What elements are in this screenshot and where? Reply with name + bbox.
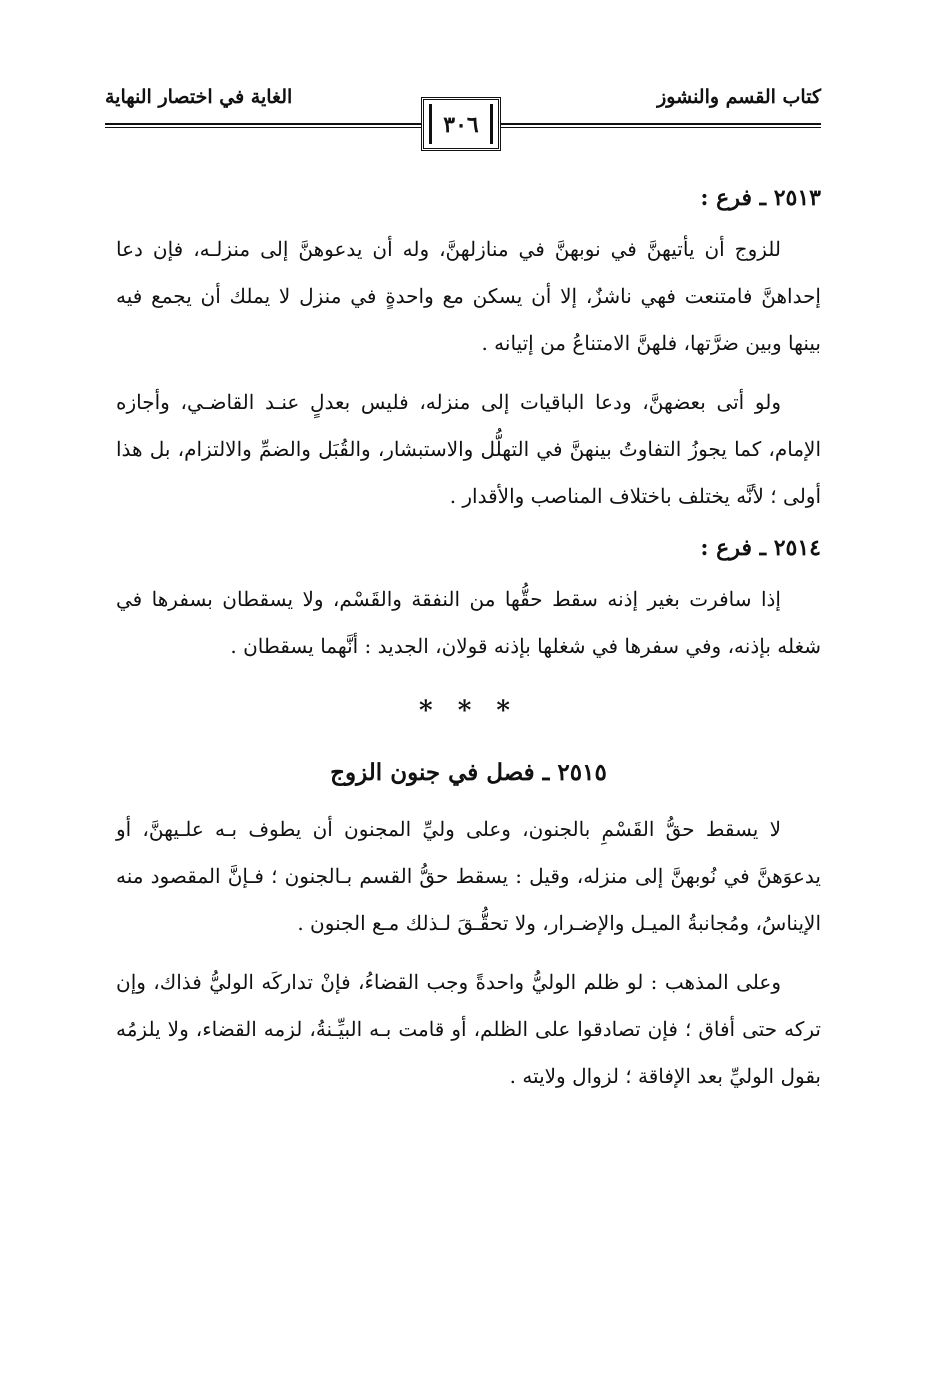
paragraph: ولو أتى بعضهنَّ، ودعا الباقيات إلى منزله، فليس بعدلٍ عنـد القاضـي، وأجازه الإمام، كما يجوزُ التفاوتُ بينهنَّ في التهلُّل والاستبشار، والقُبَل والضمِّ والالتزام، بل هذا أولى ؛ لأنَّه يختلف باختلاف المناصب والأقدار . [116, 390, 821, 508]
paragraph: للزوج أن يأتيهنَّ في نوبهنَّ في منازلهنَّ، وله أن يدعوهنَّ إلى منزلـه، فإن دعا إحداهنَّ فامتنعت فهي ناشزٌ، إلا أن يسكن مع واحدةٍ في منزل لا يملك أن يجمع فيه بينها وبين ضرَّتها، فلهنَّ الامتناعُ من إتيانه . [116, 237, 821, 355]
section-separator: * * * [419, 696, 518, 726]
chapter-heading-2515: ٢٥١٥ ـ فصل في جنون الزوج [330, 759, 607, 786]
section-heading-2514: ٢٥١٤ ـ فرع : [700, 535, 821, 561]
paragraph: لا يسقط حقُّ القَسْمِ بالجنون، وعلى وليِّ المجنون أن يطوف بـه علـيهنَّ، أو يدعوَهنَّ في نُوبهنَّ إلى منزله، وقيل : يسقط حقُّ القسم بـالجنون ؛ فـإنَّ المقصود منه الإيناسُ، ومُجانبةُ الميـل والإضـرار، ولا تحقُّـقَ لـذلك مـع الجنون . [116, 817, 821, 935]
body-text [116, 170, 821, 1100]
paragraph: إذا سافرت بغير إذنه سقط حقُّها من النفقة والقَسْم، ولا يسقطان بسفرها في شغله بإذنه، وفي سفرها في شغلها بإذنه قولان، الجديد : أنَّهما يسقطان . [116, 587, 821, 658]
running-header-book-title: الغاية في اختصار النهاية [105, 86, 293, 108]
paragraph: وعلى المذهب : لو ظلم الوليُّ واحدةً وجب القضاءُ، فإنْ تداركَه الوليُّ فذاك، وإن تركه حتى أفاق ؛ فإن تصادقوا على الظلم، أو قامت بـه البيِّـنةُ، لزمه القضاء، ولا يلزمُه بقول الوليِّ بعد الإفاقة ؛ لزوال ولايته . [116, 970, 821, 1088]
section-heading-2513: ٢٥١٣ ـ فرع : [700, 185, 821, 211]
page-number: ٣٠٦ [443, 112, 479, 138]
page-number-frame [421, 97, 501, 151]
running-header-chapter: كتاب القسم والنشوز [657, 86, 821, 108]
